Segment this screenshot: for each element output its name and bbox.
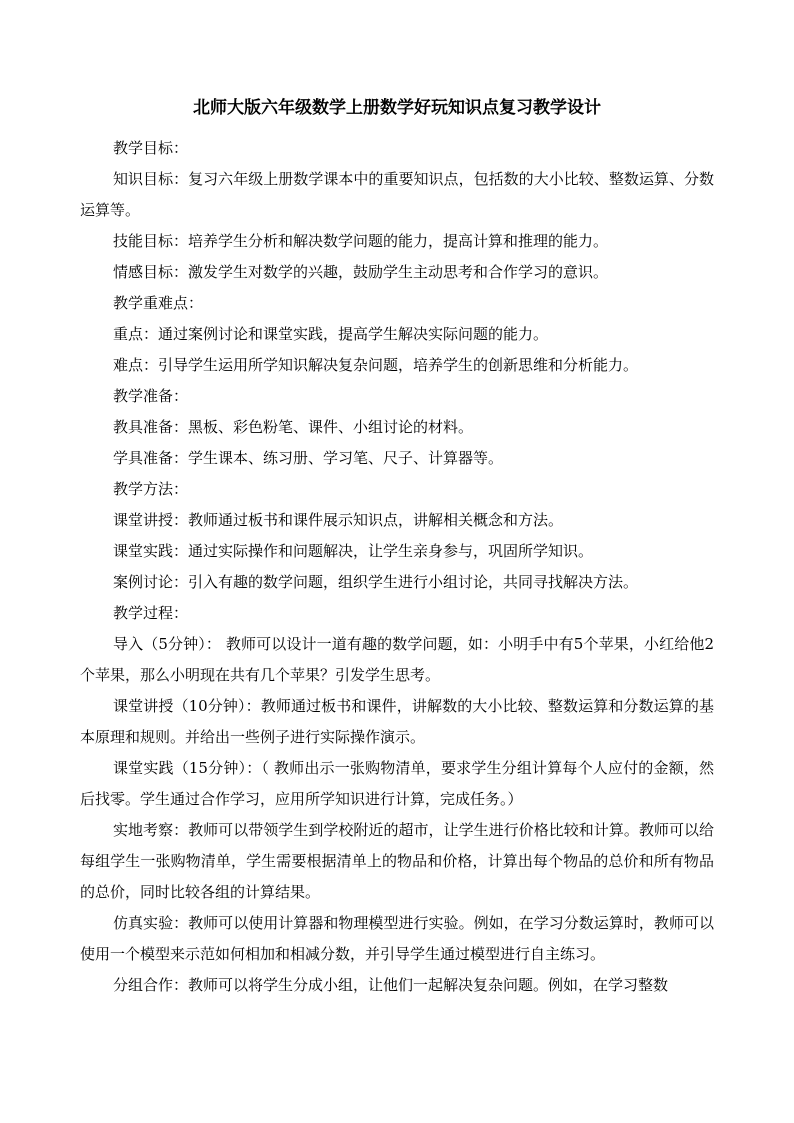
heading-preparation: 教学准备： [113, 387, 189, 405]
paragraph-emotion-goal: 情感目标：激发学生对数学的兴趣，鼓励学生主动思考和合作学习的意识。 [113, 263, 609, 281]
heading-teaching-goals: 教学目标： [113, 139, 189, 157]
paragraph-field-study: 实地考察：教师可以带领学生到学校附近的超市，让学生进行价格比较和计算。教师可以给每组学生一张购物清单，学生需要根据清单上的物品和价格，计算出每个物品的总价和所有物品的总价，同时比较各组的计算结果。 [80, 821, 714, 901]
paragraph-practice-stage: 课堂实践（15分钟）：（ 教师出示一张购物清单，要求学生分组计算每个人应付的金额，然后找零。学生通过合作学习，应用所学知识进行计算，完成任务。） [80, 759, 714, 808]
paragraph-lecture-stage: 课堂讲授（10分钟）：教师通过板书和课件，讲解数的大小比较、整数运算和分数运算的基本原理和规则。并给出一些例子进行实际操作演示。 [80, 697, 714, 746]
paragraph-difficult-point: 难点：引导学生运用所学知识解决复杂问题，培养学生的创新思维和分析能力。 [113, 356, 639, 374]
paragraph-simulation: 仿真实验：教师可以使用计算器和物理模型进行实验。例如，在学习分数运算时，教师可以使用一个模型来示范如何相加和相减分数，并引导学生通过模型进行自主练习。 [80, 914, 714, 963]
paragraph-case-discussion: 案例讨论：引入有趣的数学问题，组织学生进行小组讨论，共同寻找解决方法。 [113, 573, 639, 591]
paragraph-group-work: 分组合作：教师可以将学生分成小组，让他们一起解决复杂问题。例如，在学习整数 [113, 976, 669, 994]
document-body [80, 133, 714, 1001]
heading-methods: 教学方法： [113, 480, 189, 498]
document-title: 北师大版六年级数学上册数学好玩知识点复习教学设计 [193, 98, 601, 118]
heading-key-points: 教学重难点： [113, 294, 204, 312]
paragraph-key-point: 重点：通过案例讨论和课堂实践，提高学生解决实际问题的能力。 [113, 325, 549, 343]
paragraph-skill-goal: 技能目标：培养学生分析和解决数学问题的能力，提高计算和推理的能力。 [113, 232, 609, 250]
paragraph-introduction: 导入（5分钟）： 教师可以设计一道有趣的数学问题，如：小明手中有5个苹果，小红给他2个苹果，那么小明现在共有几个苹果？引发学生思考。 [80, 635, 714, 684]
paragraph-lecture: 课堂讲授：教师通过板书和课件展示知识点，讲解相关概念和方法。 [113, 511, 564, 529]
paragraph-practice: 课堂实践：通过实际操作和问题解决，让学生亲身参与，巩固所学知识。 [113, 542, 594, 560]
paragraph-learning-aids: 学具准备：学生课本、练习册、学习笔、尺子、计算器等。 [113, 449, 504, 467]
heading-process: 教学过程： [113, 604, 189, 622]
paragraph-teaching-aids: 教具准备：黑板、彩色粉笔、课件、小组讨论的材料。 [113, 418, 474, 436]
paragraph-knowledge-goal: 知识目标：复习六年级上册数学课本中的重要知识点，包括数的大小比较、整数运算、分数运算等。 [80, 170, 714, 219]
